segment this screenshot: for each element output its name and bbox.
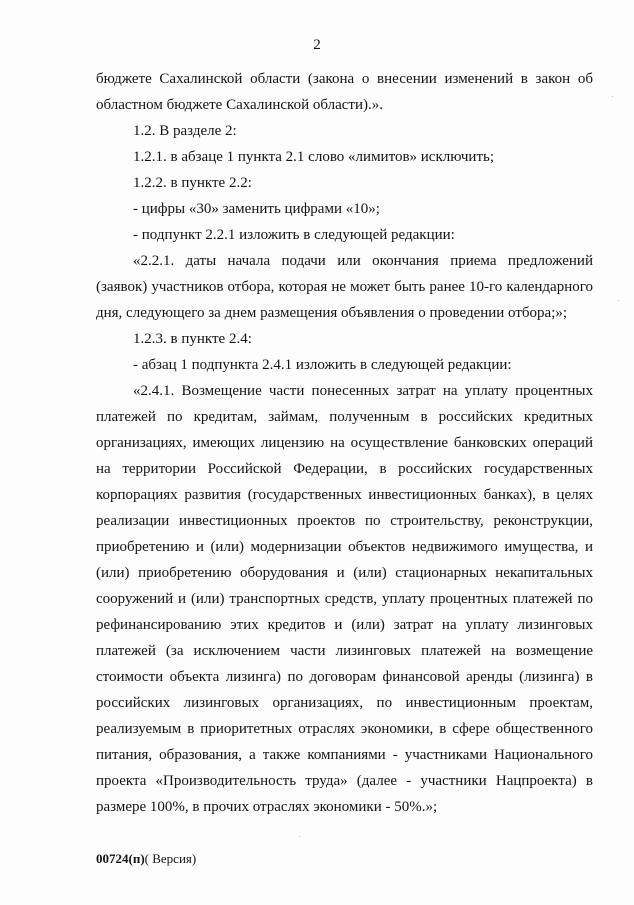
paragraph-replace-digits: - цифры «30» заменить цифрами «10»; (133, 201, 380, 217)
scan-speck (618, 300, 619, 301)
page-number: 2 (313, 37, 321, 53)
paragraph-subitem-2-4-1-text: «2.4.1. Возмещение части понесенных затрат на уплату процентных платежей по кредитам, займам, полученным в российских кредитных организациях, имеющих лицензию на осуществление банковских операций на территории Российской Федерации, в российских государственных корпорациях развития (государственных инвестиционных банках), в целях реализации инвестиционных проектов по строительству, реконструкции, приобретению и (или) модернизации объектов недвижимого имущества, и (или) приобретению оборудования и (или) стационарных некапитальных сооружений и (или) транспортных средств, уплату процентных платежей по рефинансированию этих кредитов и (или) затрат на уплату лизинговых платежей (за исключением части лизинговых платежей на возмещение стоимости объекта лизинга) по договорам финансовой аренды (лизинга) в российских лизинговых организациях, по инвестиционным проектам, реализуемым в приоритетных отраслях экономики, в сфере общественного питания, образования, а также компаниями - участниками Национального проекта «Производительность труда» (далее - участники Нацпроекта) в размере 100%, в прочих отраслях экономики - 50%.»; (96, 383, 593, 815)
paragraph-subitem-2-2-1-text: «2.2.1. даты начала подачи или окончания приема предложений (заявок) участников отбора, которая не может быть ранее 10-го календарного дня, следующего за днем размещения объявления о проведении отбора;»; (96, 253, 593, 321)
paragraph-budget-continuation: бюджете Сахалинской области (закона о внесении изменений в закон об областном бюджете Сахалинской области).». (96, 71, 593, 113)
scan-speck (299, 836, 300, 837)
paragraph-item-1-2-2: 1.2.2. в пункте 2.2: (133, 175, 252, 191)
document-footer (96, 851, 196, 867)
document-code: 00724(п) (96, 851, 145, 866)
paragraph-section-1-2: 1.2. В разделе 2: (133, 123, 237, 139)
document-body (96, 66, 593, 820)
scan-speck (612, 96, 613, 97)
paragraph-item-1-2-1: 1.2.1. в абзаце 1 пункта 2.1 слово «лимитов» исключить; (133, 149, 495, 165)
paragraph-subitem-2-4-1-intro: - абзац 1 подпункта 2.4.1 изложить в следующей редакции: (133, 357, 512, 373)
paragraph-subitem-2-2-1-intro: - подпункт 2.2.1 изложить в следующей редакции: (133, 227, 455, 243)
document-version: ( Версия) (144, 851, 197, 866)
paragraph-item-1-2-3: 1.2.3. в пункте 2.4: (133, 331, 252, 347)
